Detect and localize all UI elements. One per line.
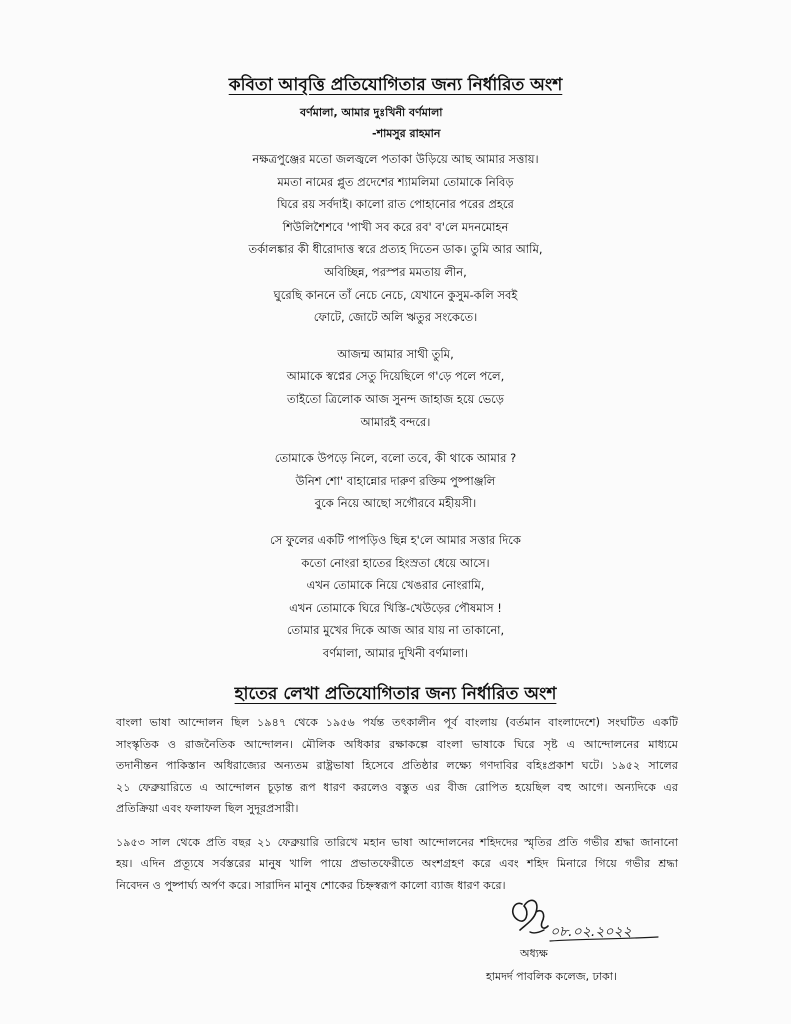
poem-stanza <box>0 343 791 433</box>
poem-line: তোমার মুখের দিকে আজ আর যায় না তাকানো, <box>286 623 505 638</box>
poem-stanza <box>0 148 791 329</box>
poem-line: তর্কালঙ্কার কী ধীরোদাত্ত স্বরে প্রত্যহ দিতেন ডাক। তুমি আর আমি, <box>248 242 543 257</box>
poem-stanza <box>0 447 791 515</box>
poem-line: বর্ণমালা, আমার দুখিনী বর্ণমালা। <box>322 645 469 660</box>
poem-line: মমতা নামের প্লুত প্রদেশের শ্যামলিমা তোমাকে নিবিড় <box>277 174 514 189</box>
paragraph-line: নিবেদন ও পুষ্পার্ঘ্য অর্পণ করে। সারাদিন মানুষ শোকের চিহ্নস্বরূপ কালো ব্যাজ ধারণ করে। <box>116 878 506 892</box>
paragraph-line: বাংলা ভাষা আন্দোলন ছিল ১৯৪৭ থেকে ১৯৫৬ পর্যন্ত তৎকালীন পূর্ব বাংলায় (বর্তমান বাংলাদেশে) সংঘটিত একটি <box>116 716 678 729</box>
poem-line: এখন তোমাকে নিয়ে খেঙরার নোংরামি, <box>306 578 485 593</box>
poem-line: আজন্ম আমার সাথী তুমি, <box>337 346 454 361</box>
paragraph-line: হয়। এদিন প্রত্যূষে সর্বস্তরের মানুষ খালি পায়ে প্রভাতফেরীতে অংশগ্রহণ করে এবং শহিদ মিনারে গিয়ে গভীর শ্রদ্ধা <box>116 857 678 870</box>
poem-author: -শামসুর রাহমান <box>372 127 441 140</box>
poem-line: উনিশ শো' বাহান্নোর দারুণ রক্তিম পুষ্পাঞ্জলি <box>295 473 496 488</box>
designation: অধ্যক্ষ <box>520 947 548 960</box>
paragraph-line: ১৯৫৩ সাল থেকে প্রতি বছর ২১ ফেব্রুয়ারি তারিখে মহান ভাষা আন্দোলনের শহিদদের স্মৃতির প্রতি গভীর শ্রদ্ধা জানানো <box>116 835 678 849</box>
poem-line: সে ফুলের একটি পাপড়িও ছিন্ন হ'লে আমার সত্তার দিকে <box>270 532 521 547</box>
poem-line: অবিচ্ছিন্ন, পরস্পর মমতায় লীন, <box>324 264 467 279</box>
poem-line: শিউলিশৈশবে 'পাখী সব করে রব' ব'লে মদনমোহন <box>282 219 509 234</box>
institution-name: হামদর্দ পাবলিক কলেজ, ঢাকা। <box>486 970 617 983</box>
paragraph-line: সাংস্কৃতিক ও রাজনৈতিক আন্দোলন। মৌলিক অধিকার রক্ষাকল্পে বাংলা ভাষাকে ঘিরে সৃষ্ট এ আন্দোলনের মাধ্যমে <box>116 737 678 751</box>
poem-body <box>0 148 791 678</box>
poem-line: ফোটে, জোটে অলি ঋতুর সংকেতে। <box>313 310 478 325</box>
signature-date: ০৮.০২.২০২২ <box>550 924 632 940</box>
prose-body <box>116 712 678 908</box>
poem-line: বুকে নিয়ে আছো সগৌরবে মহীয়সী। <box>314 496 477 511</box>
poem-line: ঘুরেছি কাননে তাঁ নেচে নেচে, যেখানে কুসুম-কলি সবই <box>273 287 518 302</box>
paragraph <box>116 712 678 820</box>
section-heading-recitation: কবিতা আবৃত্তি প্রতিযোগিতার জন্য নির্ধারিত অংশ <box>228 75 563 95</box>
poem-line: আমাকে স্বপ্নের সেতু দিয়েছিলে গ'ড়ে পলে পলে, <box>286 369 505 384</box>
paragraph <box>116 832 678 897</box>
paragraph-line: তদানীন্তন পাকিস্তান অধিরাজ্যের অন্যতম রাষ্ট্রভাষা হিসেবে প্রতিষ্ঠার লক্ষ্যে গণদাবির বহিঃপ্রকাশ ঘটে। ১৯৫২ সালের <box>116 759 678 772</box>
poem-line: তোমাকে উপড়ে নিলে, বলো তবে, কী থাকে আমার ? <box>274 451 517 466</box>
poem-line: এখন তোমাকে ঘিরে খিস্তি-খেউড়ের পৌষমাস ! <box>289 600 502 615</box>
poem-title: বর্ণমালা, আমার দুঃখিনী বর্ণমালা <box>300 106 443 119</box>
paragraph-line: প্রতিক্রিয়া এবং ফলাফল ছিল সুদূরপ্রসারী। <box>116 802 299 815</box>
poem-line: নক্ষত্রপুঞ্জের মতো জলজ্বলে পতাকা উড়িয়ে আছ আমার সত্তায়। <box>252 152 539 166</box>
poem-line: আমারই বন্দরে। <box>360 414 431 429</box>
poem-line: ঘিরে রয় সর্বদাই। কালো রাত পোহানোর পরের প্রহরে <box>277 197 514 212</box>
poem-line: তাইতো ত্রিলোক আজ সুনন্দ জাহাজ হয়ে ভেড়ে <box>287 391 504 406</box>
paragraph-line: ২১ ফেব্রুয়ারিতে এ আন্দোলন চূড়ান্ত রূপ ধারণ করলেও বস্তুত এর বীজ রোপিত হয়েছিল বহু আগে। অন্যদিকে এর <box>116 780 678 794</box>
poem-line: কতো নোংরা হাতের হিংস্রতা ধেয়ে আসে। <box>301 555 490 570</box>
poem-stanza <box>0 529 791 665</box>
section-heading-handwriting: হাতের লেখা প্রতিযোগিতার জন্য নির্ধারিত অংশ <box>234 684 557 704</box>
